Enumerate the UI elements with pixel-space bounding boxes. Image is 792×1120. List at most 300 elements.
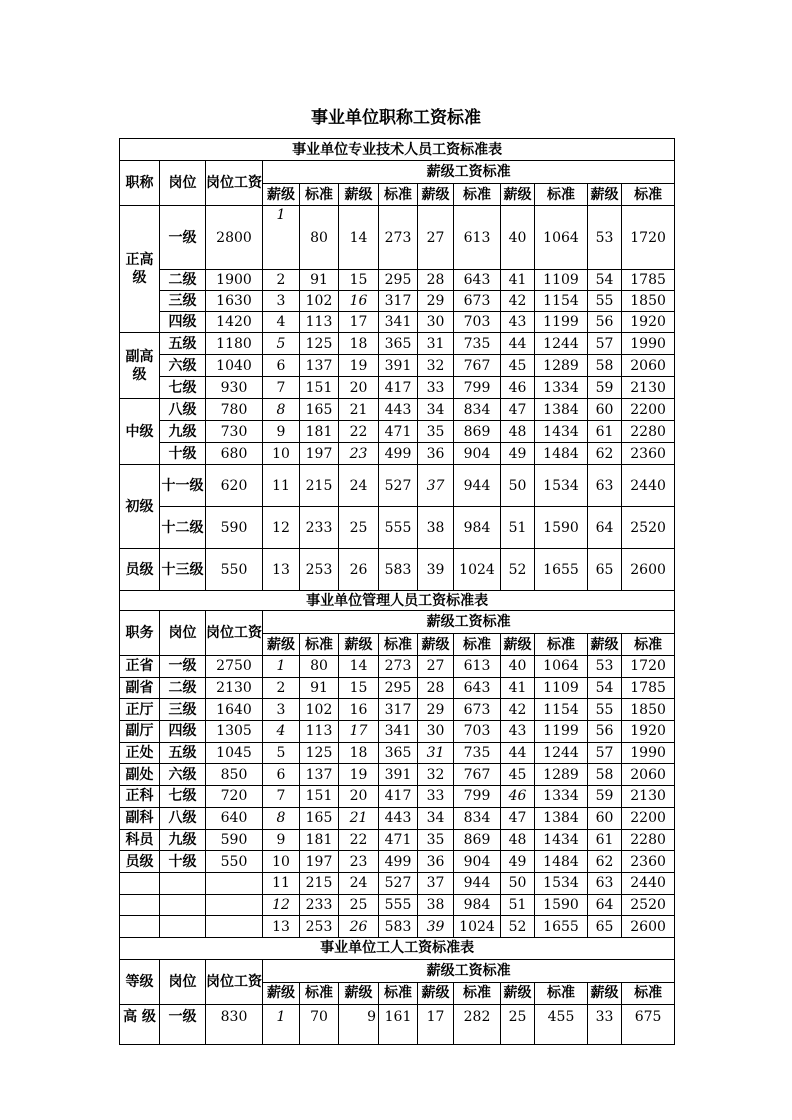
table-row: [120, 161, 675, 184]
header-level: 薪级: [339, 634, 379, 656]
table-cell: 20: [339, 786, 379, 808]
table-cell: 102: [300, 291, 339, 312]
table-cell: 703: [454, 312, 501, 333]
table-cell: 944: [454, 465, 501, 507]
table-cell: 43: [501, 721, 535, 743]
table-cell: [160, 916, 206, 938]
table-cell: 5: [263, 333, 300, 355]
table-cell: 767: [454, 355, 501, 377]
header-standard: 标准: [300, 982, 339, 1004]
table-cell: 1850: [622, 291, 675, 312]
section-title: 事业单位工人工资标准表: [120, 937, 675, 959]
table-cell: 2360: [622, 443, 675, 465]
table-cell: 52: [501, 549, 535, 591]
table-cell: 613: [454, 206, 501, 270]
table-cell: 1900: [206, 270, 263, 291]
table-cell: 471: [379, 421, 418, 443]
table-cell: 2060: [622, 355, 675, 377]
table-cell: 高 级: [120, 1004, 160, 1044]
table-cell: 39: [418, 549, 454, 591]
table-cell: 14: [339, 206, 379, 270]
table-row: [120, 312, 675, 333]
table-cell: 102: [300, 699, 339, 721]
table-row: [120, 742, 675, 764]
table-cell: 9: [263, 421, 300, 443]
table-cell: 1434: [535, 421, 588, 443]
table-cell: 37: [418, 872, 454, 894]
table-cell: 1534: [535, 872, 588, 894]
table-cell: 12: [263, 507, 300, 549]
table-cell: 583: [379, 549, 418, 591]
table-cell: 2060: [622, 764, 675, 786]
table-cell: 14: [339, 656, 379, 678]
table-cell: 26: [339, 916, 379, 938]
header-wage-col: 岗位工资: [206, 611, 263, 656]
table-cell: 113: [300, 312, 339, 333]
table-cell: 2: [263, 677, 300, 699]
table-cell: 47: [501, 399, 535, 421]
table-cell: 215: [300, 465, 339, 507]
post-level: 六级: [160, 355, 206, 377]
table-cell: 34: [418, 399, 454, 421]
header-level: 薪级: [418, 634, 454, 656]
table-cell: 13: [263, 916, 300, 938]
table-cell: 2200: [622, 399, 675, 421]
header-standard: 标准: [379, 982, 418, 1004]
table-cell: 680: [206, 443, 263, 465]
table-cell: 137: [300, 764, 339, 786]
header-level: 薪级: [588, 184, 622, 206]
post-level: 十级: [160, 443, 206, 465]
table-cell: 30: [418, 721, 454, 743]
table-cell: 52: [501, 916, 535, 938]
table-cell: 1040: [206, 355, 263, 377]
table-cell: 2130: [622, 786, 675, 808]
table-cell: 一级: [160, 656, 206, 678]
table-cell: 60: [588, 807, 622, 829]
table-cell: 984: [454, 894, 501, 916]
table-cell: 1484: [535, 851, 588, 873]
table-cell: 125: [300, 333, 339, 355]
post-level: 十一级: [160, 465, 206, 507]
header-standard: 标准: [622, 982, 675, 1004]
table-cell: 22: [339, 421, 379, 443]
table-row: [120, 829, 675, 851]
table-cell: 2360: [622, 851, 675, 873]
table-cell: 317: [379, 291, 418, 312]
header-wage-col: 岗位工资: [206, 959, 263, 1004]
table-cell: 22: [339, 829, 379, 851]
table-cell: 33: [588, 1004, 622, 1044]
post-level: 三级: [160, 291, 206, 312]
table-cell: [206, 872, 263, 894]
table-cell: 7: [263, 786, 300, 808]
post-level: 一级: [160, 206, 206, 270]
group-title: 员级: [120, 549, 160, 591]
table-cell: 675: [622, 1004, 675, 1044]
table-cell: 1384: [535, 807, 588, 829]
table-cell: 八级: [160, 807, 206, 829]
table-cell: 49: [501, 443, 535, 465]
table-cell: 2520: [622, 507, 675, 549]
table-cell: 1420: [206, 312, 263, 333]
table-cell: 1785: [622, 677, 675, 699]
table-cell: 165: [300, 807, 339, 829]
table-cell: 673: [454, 699, 501, 721]
table-cell: 五级: [160, 742, 206, 764]
table-cell: 副厅: [120, 721, 160, 743]
table-cell: 51: [501, 507, 535, 549]
table-row: [120, 699, 675, 721]
table-row: [120, 786, 675, 808]
table-cell: 48: [501, 421, 535, 443]
table-cell: 4: [263, 312, 300, 333]
table-body: [120, 139, 675, 1045]
table-row: [120, 355, 675, 377]
header-standard: 标准: [535, 184, 588, 206]
table-cell: 1: [263, 1004, 300, 1044]
table-cell: 317: [379, 699, 418, 721]
header-level: 薪级: [418, 982, 454, 1004]
table-cell: 29: [418, 699, 454, 721]
table-cell: 17: [339, 721, 379, 743]
table-cell: 49: [501, 851, 535, 873]
table-cell: 253: [300, 549, 339, 591]
table-cell: 640: [206, 807, 263, 829]
header-level: 薪级: [263, 184, 300, 206]
table-cell: 869: [454, 829, 501, 851]
table-cell: 正省: [120, 656, 160, 678]
table-cell: 455: [535, 1004, 588, 1044]
table-cell: 1: [263, 656, 300, 678]
header-title-col: 等级: [120, 959, 160, 1004]
table-cell: 2: [263, 270, 300, 291]
table-cell: 233: [300, 507, 339, 549]
table-cell: 365: [379, 333, 418, 355]
table-cell: 735: [454, 742, 501, 764]
table-cell: 43: [501, 312, 535, 333]
table-cell: 391: [379, 764, 418, 786]
table-cell: 799: [454, 377, 501, 399]
table-cell: 24: [339, 872, 379, 894]
post-level: 五级: [160, 333, 206, 355]
header-level: 薪级: [339, 184, 379, 206]
header-level: 薪级: [501, 982, 535, 1004]
group-title: 副高级: [120, 333, 160, 399]
table-row: [120, 443, 675, 465]
table-cell: 25: [339, 894, 379, 916]
group-title: 中级: [120, 399, 160, 465]
table-cell: 499: [379, 443, 418, 465]
table-cell: 6: [263, 764, 300, 786]
table-cell: 1334: [535, 786, 588, 808]
table-cell: 904: [454, 443, 501, 465]
table-row: [120, 807, 675, 829]
table-cell: 295: [379, 270, 418, 291]
table-cell: 53: [588, 656, 622, 678]
header-standard: 标准: [300, 634, 339, 656]
table-cell: 37: [418, 465, 454, 507]
table-cell: 904: [454, 851, 501, 873]
table-row: [120, 937, 675, 959]
table-cell: 1289: [535, 764, 588, 786]
table-row: [120, 677, 675, 699]
table-cell: 48: [501, 829, 535, 851]
table-cell: 62: [588, 851, 622, 873]
header-level: 薪级: [588, 982, 622, 1004]
table-cell: 39: [418, 916, 454, 938]
table-row: [120, 611, 675, 634]
table-cell: 15: [339, 270, 379, 291]
post-level: 八级: [160, 399, 206, 421]
table-cell: 673: [454, 291, 501, 312]
table-cell: 25: [501, 1004, 535, 1044]
header-standard: 标准: [535, 982, 588, 1004]
header-level: 薪级: [501, 184, 535, 206]
table-cell: 26: [339, 549, 379, 591]
table-cell: 944: [454, 872, 501, 894]
table-cell: 4: [263, 721, 300, 743]
post-level: 九级: [160, 421, 206, 443]
table-cell: 730: [206, 421, 263, 443]
table-cell: 2520: [622, 894, 675, 916]
table-cell: 780: [206, 399, 263, 421]
table-cell: 41: [501, 270, 535, 291]
table-cell: 七级: [160, 786, 206, 808]
table-cell: 59: [588, 377, 622, 399]
header-salary-scale: 薪级工资标准: [263, 959, 675, 982]
table-cell: 18: [339, 333, 379, 355]
header-salary-scale: 薪级工资标准: [263, 161, 675, 184]
table-cell: 9: [263, 829, 300, 851]
table-cell: 17: [339, 312, 379, 333]
table-cell: 二级: [160, 677, 206, 699]
table-cell: 21: [339, 399, 379, 421]
table-cell: 副处: [120, 764, 160, 786]
table-cell: 32: [418, 764, 454, 786]
table-cell: 40: [501, 206, 535, 270]
table-cell: 3: [263, 699, 300, 721]
table-cell: 2130: [622, 377, 675, 399]
table-cell: 11: [263, 465, 300, 507]
table-row: [120, 764, 675, 786]
table-cell: 1990: [622, 742, 675, 764]
table-cell: 2280: [622, 829, 675, 851]
table-cell: 295: [379, 677, 418, 699]
table-cell: 341: [379, 721, 418, 743]
table-cell: 233: [300, 894, 339, 916]
table-cell: 2440: [622, 465, 675, 507]
table-cell: 91: [300, 270, 339, 291]
table-cell: 80: [300, 206, 339, 270]
table-cell: 1199: [535, 312, 588, 333]
table-cell: 70: [300, 1004, 339, 1044]
header-standard: 标准: [379, 184, 418, 206]
table-cell: 10: [263, 443, 300, 465]
table-row: [120, 421, 675, 443]
table-cell: 56: [588, 312, 622, 333]
table-cell: 1: [263, 206, 300, 270]
table-cell: 46: [501, 377, 535, 399]
table-cell: 1024: [454, 916, 501, 938]
table-cell: 12: [263, 894, 300, 916]
table-cell: 54: [588, 270, 622, 291]
table-cell: 720: [206, 786, 263, 808]
table-cell: [120, 872, 160, 894]
table-cell: 60: [588, 399, 622, 421]
table-cell: 正处: [120, 742, 160, 764]
table-cell: 341: [379, 312, 418, 333]
table-row: [120, 549, 675, 591]
table-cell: 1850: [622, 699, 675, 721]
table-cell: 1064: [535, 206, 588, 270]
post-level: 四级: [160, 312, 206, 333]
table-cell: 2130: [206, 677, 263, 699]
table-cell: 1590: [535, 507, 588, 549]
table-cell: 62: [588, 443, 622, 465]
table-cell: 2200: [622, 807, 675, 829]
post-level: 十三级: [160, 549, 206, 591]
header-level: 薪级: [339, 982, 379, 1004]
table-cell: 1384: [535, 399, 588, 421]
table-cell: 31: [418, 742, 454, 764]
table-cell: 63: [588, 872, 622, 894]
table-row: [120, 1004, 675, 1044]
table-cell: 25: [339, 507, 379, 549]
table-cell: 正科: [120, 786, 160, 808]
table-cell: 735: [454, 333, 501, 355]
table-row: [120, 291, 675, 312]
header-title-col: 职务: [120, 611, 160, 656]
table-cell: 443: [379, 807, 418, 829]
table-cell: 45: [501, 764, 535, 786]
table-cell: 869: [454, 421, 501, 443]
table-row: [120, 721, 675, 743]
table-cell: 471: [379, 829, 418, 851]
table-cell: 59: [588, 786, 622, 808]
header-standard: 标准: [622, 634, 675, 656]
table-cell: 1109: [535, 270, 588, 291]
table-cell: 643: [454, 677, 501, 699]
table-cell: 19: [339, 355, 379, 377]
table-cell: 1305: [206, 721, 263, 743]
post-level: 二级: [160, 270, 206, 291]
table-cell: 2750: [206, 656, 263, 678]
table-cell: 1630: [206, 291, 263, 312]
table-cell: 1064: [535, 656, 588, 678]
table-cell: 33: [418, 786, 454, 808]
table-cell: 2600: [622, 916, 675, 938]
table-cell: 36: [418, 851, 454, 873]
table-cell: 副科: [120, 807, 160, 829]
table-cell: 1109: [535, 677, 588, 699]
table-cell: 三级: [160, 699, 206, 721]
table-cell: 21: [339, 807, 379, 829]
table-cell: 80: [300, 656, 339, 678]
table-cell: [120, 916, 160, 938]
table-cell: 六级: [160, 764, 206, 786]
table-row: [120, 959, 675, 982]
table-cell: 555: [379, 507, 418, 549]
table-cell: 42: [501, 291, 535, 312]
table-cell: 18: [339, 742, 379, 764]
table-cell: 35: [418, 829, 454, 851]
table-cell: 40: [501, 656, 535, 678]
table-cell: 443: [379, 399, 418, 421]
table-cell: 1244: [535, 742, 588, 764]
table-cell: 42: [501, 699, 535, 721]
table-cell: 16: [339, 699, 379, 721]
table-cell: 1045: [206, 742, 263, 764]
table-cell: 13: [263, 549, 300, 591]
table-cell: 58: [588, 764, 622, 786]
table-cell: 1484: [535, 443, 588, 465]
table-row: [120, 916, 675, 938]
table-row: [120, 851, 675, 873]
table-cell: 930: [206, 377, 263, 399]
table-cell: 61: [588, 829, 622, 851]
table-cell: 499: [379, 851, 418, 873]
group-title: 正高级: [120, 206, 160, 333]
page-title: 事业单位职称工资标准: [311, 108, 481, 128]
table-cell: 2800: [206, 206, 263, 270]
table-cell: 1289: [535, 355, 588, 377]
table-cell: 46: [501, 786, 535, 808]
table-cell: 834: [454, 807, 501, 829]
table-cell: 391: [379, 355, 418, 377]
table-cell: 590: [206, 829, 263, 851]
table-cell: 113: [300, 721, 339, 743]
table-cell: 91: [300, 677, 339, 699]
header-level: 薪级: [588, 634, 622, 656]
table-cell: 555: [379, 894, 418, 916]
table-cell: 51: [501, 894, 535, 916]
table-cell: 2600: [622, 549, 675, 591]
table-cell: 830: [206, 1004, 263, 1044]
table-cell: 1920: [622, 721, 675, 743]
table-cell: 550: [206, 549, 263, 591]
table-cell: 181: [300, 421, 339, 443]
table-cell: 35: [418, 421, 454, 443]
table-cell: 197: [300, 443, 339, 465]
table-cell: 7: [263, 377, 300, 399]
wage-standard-table: [119, 138, 675, 1045]
table-cell: 1720: [622, 206, 675, 270]
table-row: [120, 656, 675, 678]
table-cell: 850: [206, 764, 263, 786]
table-cell: 161: [379, 1004, 418, 1044]
table-cell: [160, 872, 206, 894]
header-standard: 标准: [300, 184, 339, 206]
table-cell: 10: [263, 851, 300, 873]
table-cell: 1434: [535, 829, 588, 851]
table-cell: 副省: [120, 677, 160, 699]
table-cell: 55: [588, 291, 622, 312]
table-cell: 9: [339, 1004, 379, 1044]
table-cell: [206, 916, 263, 938]
table-cell: 64: [588, 894, 622, 916]
table-cell: 58: [588, 355, 622, 377]
header-post-col: 岗位: [160, 161, 206, 206]
table-cell: 1334: [535, 377, 588, 399]
table-cell: 1785: [622, 270, 675, 291]
header-level: 薪级: [263, 982, 300, 1004]
table-cell: 273: [379, 206, 418, 270]
table-cell: 45: [501, 355, 535, 377]
table-cell: 550: [206, 851, 263, 873]
table-cell: 56: [588, 721, 622, 743]
table-cell: 54: [588, 677, 622, 699]
